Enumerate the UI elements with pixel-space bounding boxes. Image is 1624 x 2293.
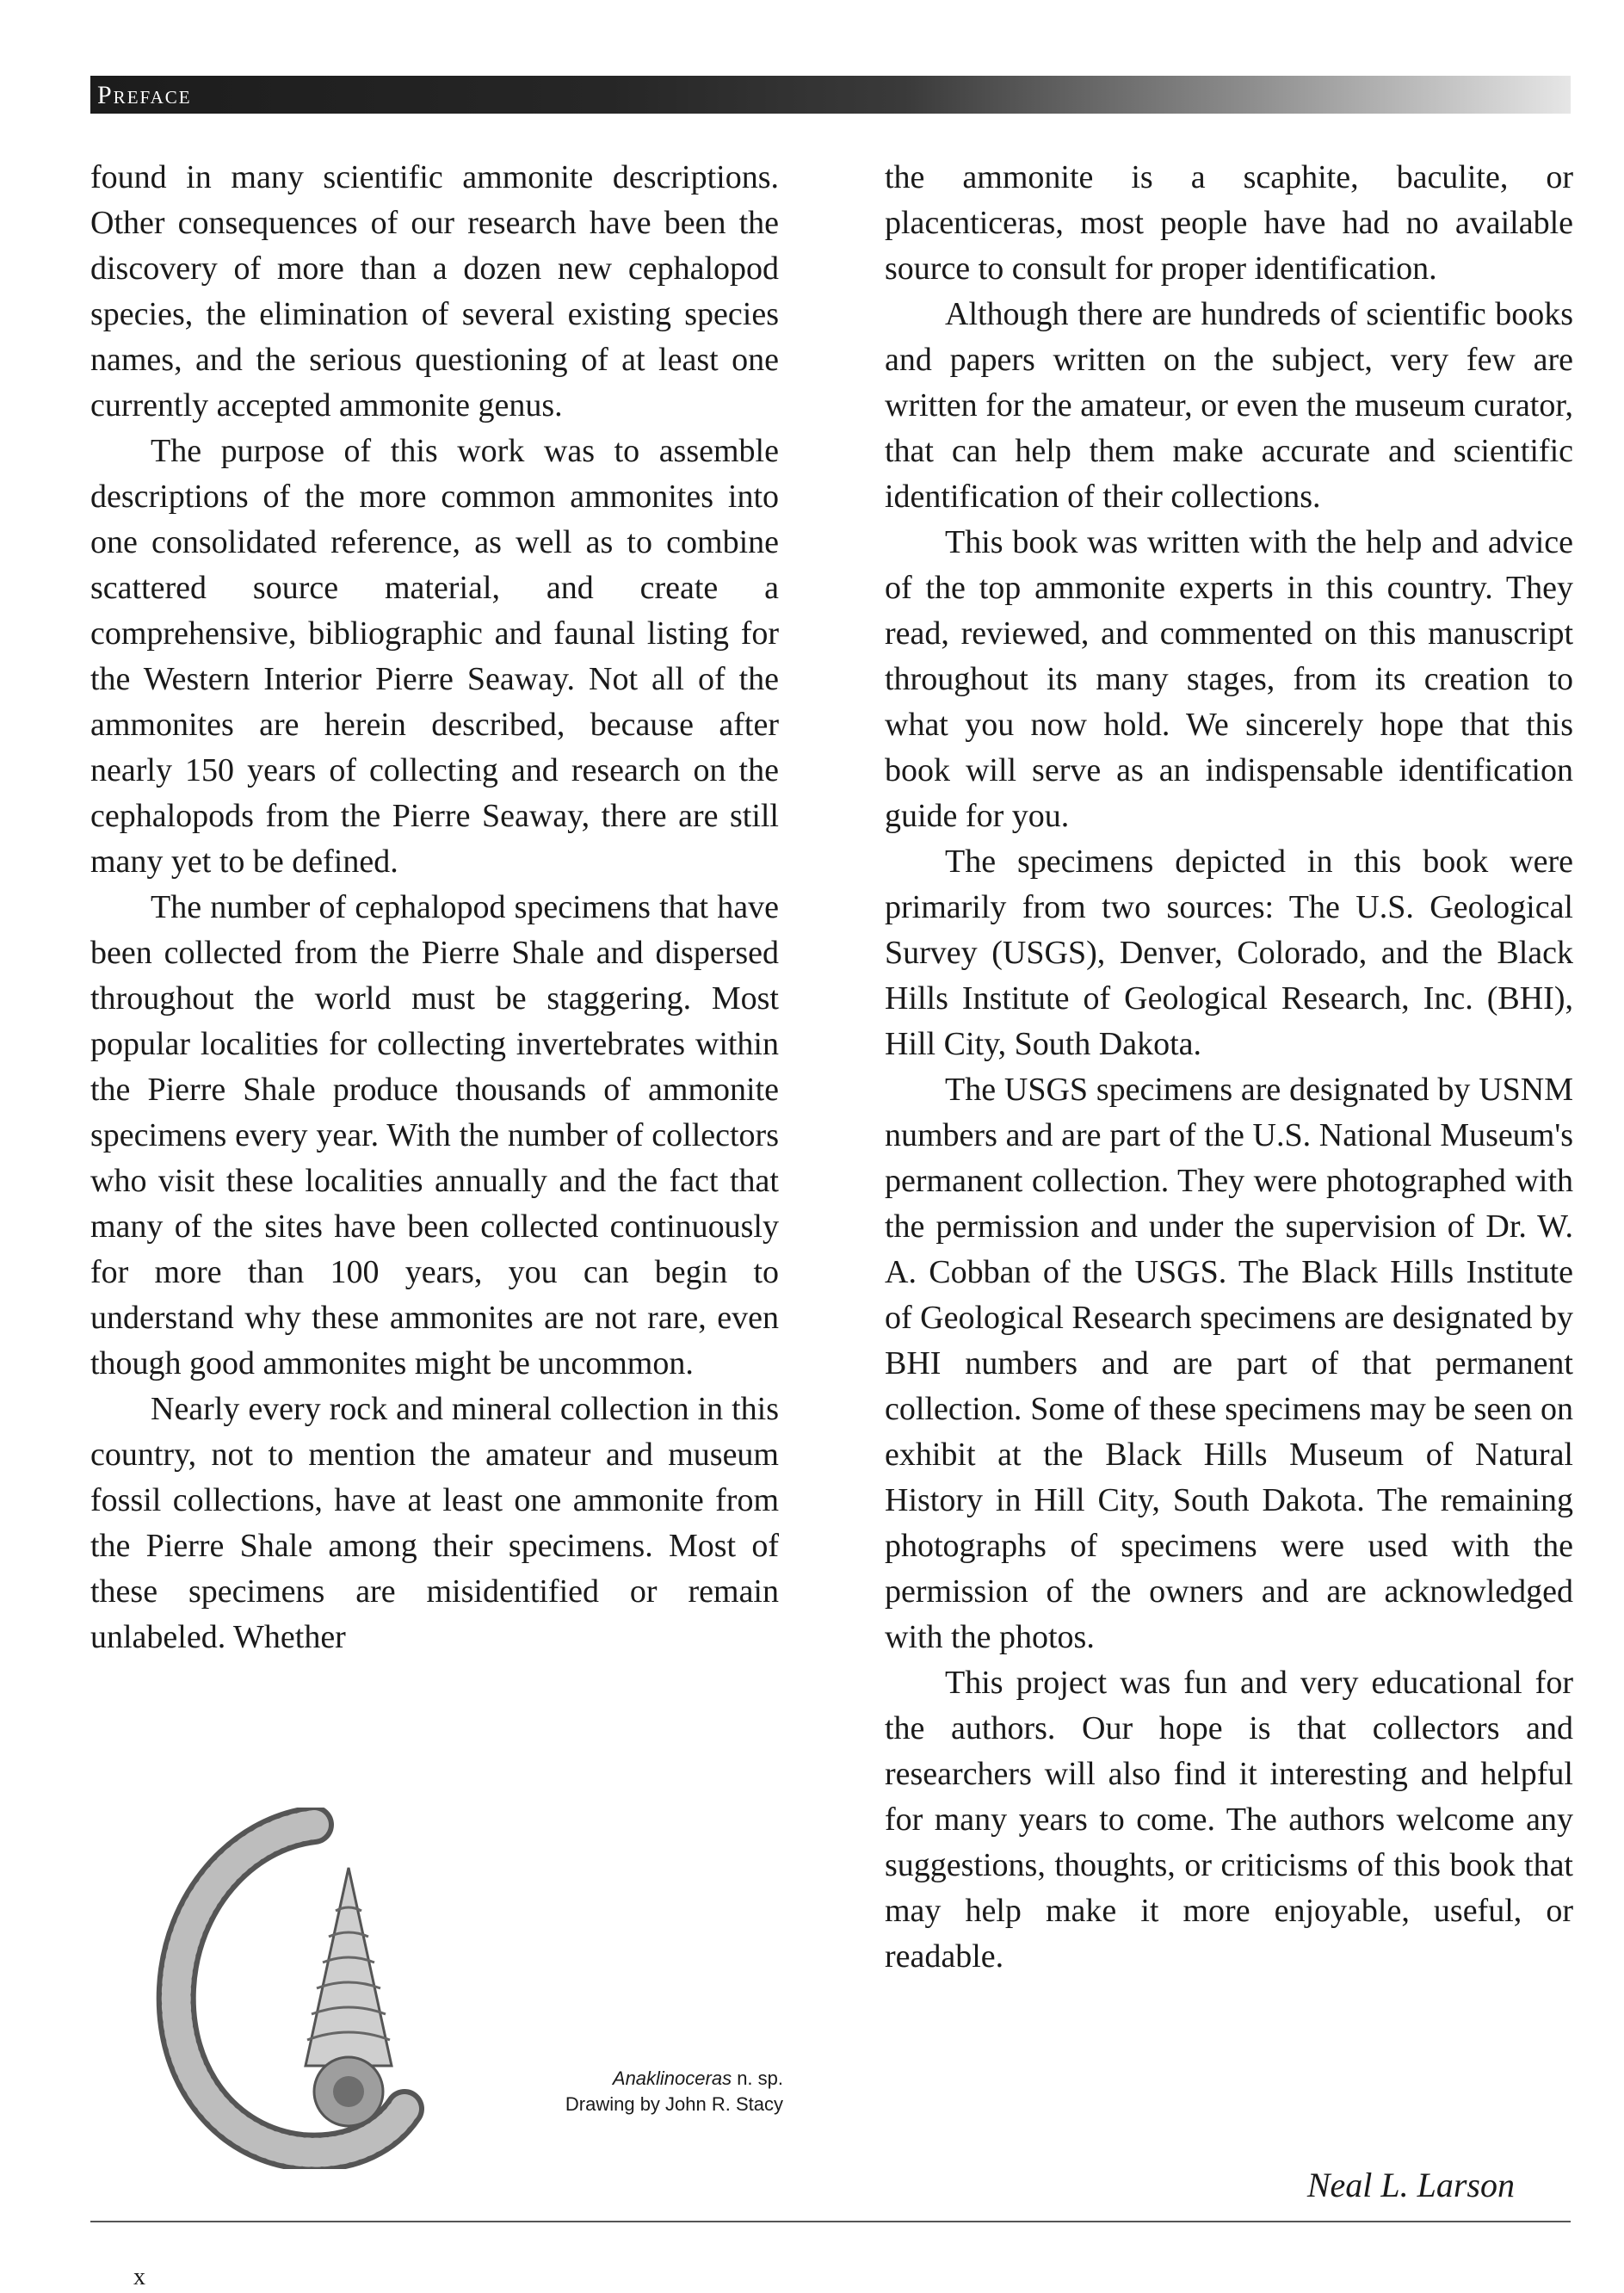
caption-genus: Anaklinoceras	[612, 2067, 732, 2089]
ammonite-figure	[129, 1808, 792, 2169]
footer-rule	[90, 2221, 1571, 2222]
paragraph: the ammonite is a scaphite, baculite, or placenticeras, most people have had no available source to consult for proper identification.	[885, 159, 1573, 287]
paragraph: The specimens depicted in this book were primarily from two sources: The U.S. Geological Survey (USGS), Denver, Colorado, and the Black Hills Institute of Geological Research, Inc. (BHI), Hill City, South Dakota.	[885, 844, 1573, 1062]
paragraph: This book was written with the help and advice of the top ammonite experts in this country. They read, reviewed, and commented on this manuscript throughout its many stages, from its creation to what you now hold. We sincerely hope that this book will serve as an indispensable identification guide for you.	[885, 524, 1573, 834]
paragraph: This project was fun and very educational for the authors. Our hope is that collectors and researchers will also find it interesting and helpful for many years to come. The authors welcome any suggestions, thoughts, or criticisms of this book that may help make it more enjoyable, useful, or readable.	[885, 1665, 1573, 1975]
paragraph: The number of cephalopod specimens that have been collected from the Pierre Shale and dispersed throughout the world must be staggering. Most popular localities for collecting invertebrates within the Pierre Shale produce thousands of ammonite specimens every year. With the number of collectors who visit these localities annually and the fact that many of the sites have been collected continuously for more than 100 years, you can begin to understand why these ammonites are not rare, even though good ammonites might be uncommon.	[90, 889, 779, 1381]
paragraph: Nearly every rock and mineral collection in this country, not to mention the amateur and museum fossil collections, have at least one ammonite from the Pierre Shale among their specimens. Most of these specimens are misidentified or remain unlabeled. Whether	[90, 1391, 779, 1655]
caption-species: n. sp.	[732, 2067, 783, 2089]
right-column	[885, 155, 1573, 1980]
paragraph: found in many scientific ammonite descriptions. Other consequences of our research have been the discovery of more than a dozen new cephalopod species, the elimination of several existing species names, and the serious questioning of at least one currently accepted ammonite genus.	[90, 159, 779, 423]
left-column	[90, 155, 779, 1660]
author-signature: Neal L. Larson	[1306, 2166, 1515, 2204]
section-header-bar	[90, 76, 1571, 114]
paragraph: Although there are hundreds of scientific books and papers written on the subject, very few are written for the amateur, or even the museum curator, that can help them make accurate and scientific identification of their collections.	[885, 296, 1573, 515]
paragraph: The USGS specimens are designated by USNM numbers and are part of the U.S. National Museum's permanent collection. They were photographed with the permission and under the supervision of Dr. W. A. Cobban of the USGS. The Black Hills Institute of Geological Research specimens are designated by BHI numbers and are part of that permanent collection. Some of these specimens may be seen on exhibit at the Black Hills Museum of Natural History in Hill City, South Dakota. The remaining photographs of specimens were used with the permission of the owners and are acknowledged with the photos.	[885, 1072, 1573, 1655]
figure-caption	[508, 2066, 783, 2117]
caption-credit: Drawing by John R. Stacy	[565, 2093, 783, 2115]
paragraph: The purpose of this work was to assemble descriptions of the more common ammonites into one consolidated reference, as well as to combine scattered source material, and create a comprehensive, bibliographic and faunal listing for the Western Interior Pierre Seaway. Not all of the ammonites are herein described, because after nearly 150 years of collecting and research on the cephalopods from the Pierre Seaway, there are still many yet to be defined.	[90, 433, 779, 880]
section-title: Preface	[97, 81, 192, 109]
ammonite-drawing	[129, 1808, 491, 2169]
page-number: x	[133, 2264, 145, 2290]
